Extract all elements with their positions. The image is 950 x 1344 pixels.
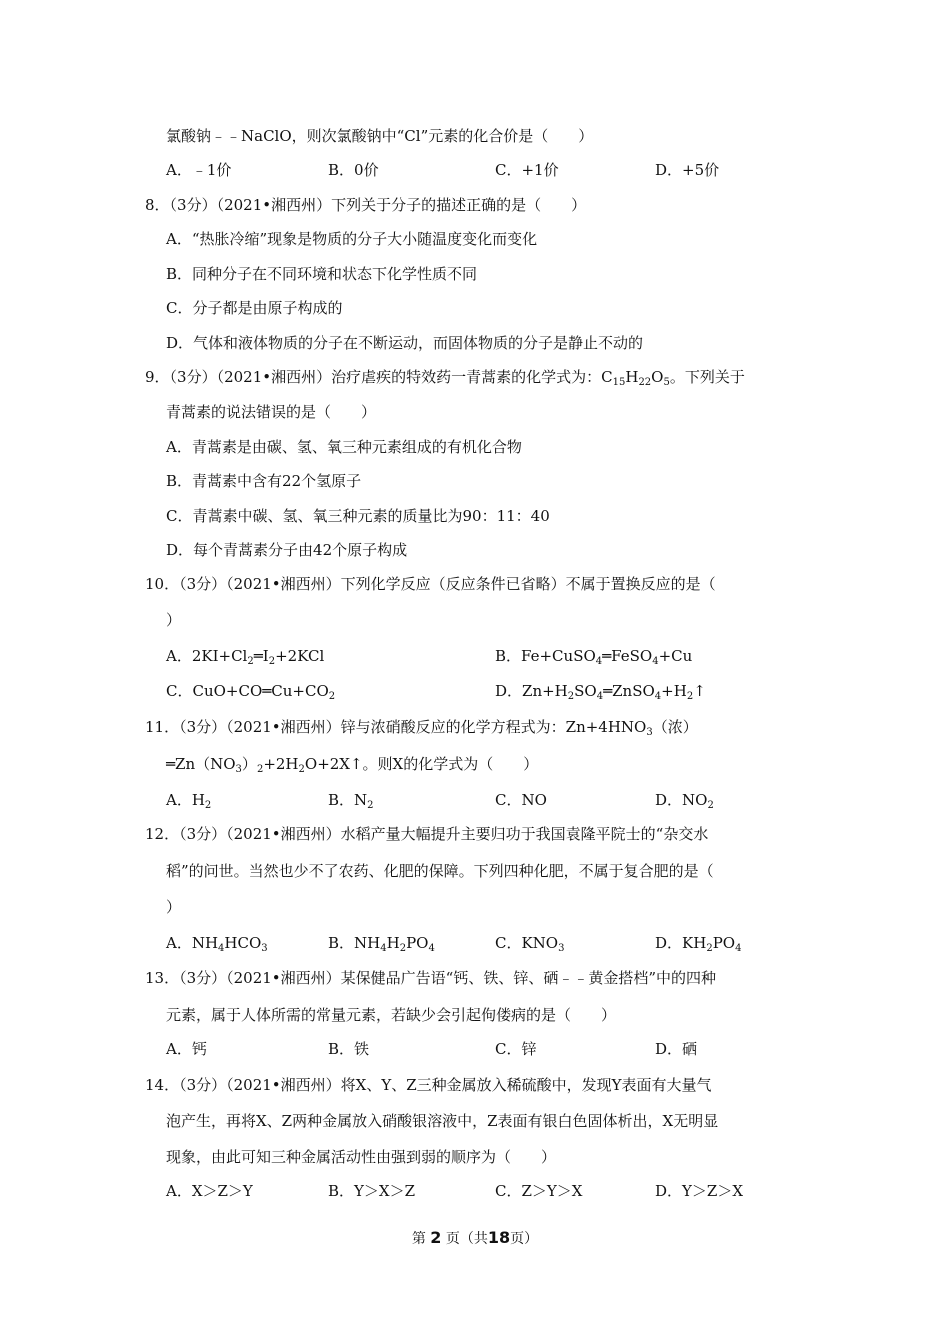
q12-option-a: A．$NH_4HCO_3$	[166, 934, 268, 954]
q13-stem-line2: 元素，属于人体所需的常量元素，若缺少会引起佝偻病的是（ ）	[166, 1006, 617, 1024]
q11-option-b: B．$N_2$	[328, 791, 374, 811]
q13-option-a: A．钙	[166, 1040, 207, 1058]
q7-stem-continuation: 氯酸钠﹣﹣NaClO，则次氯酸钠中“Cl”元素的化合价是（ ）	[166, 127, 594, 145]
q7-option-c: C．+1价	[495, 161, 559, 179]
q13-option-c: C．锌	[495, 1040, 537, 1058]
page-footer: 第 2 页（共18页）	[411, 1228, 539, 1247]
q12-stem: 12．（3分）（2021•湘西州）水稻产量大幅提升主要归功于我国袁隆平院士的“杂交水	[145, 825, 709, 843]
q9-option-b: B．青蒿素中含有22个氢原子	[166, 472, 362, 490]
q7-option-b: B．0价	[328, 161, 379, 179]
q10-option-a: A．$2KI+Cl_2═I_2+2KCl$	[166, 647, 325, 667]
q11-stem-line2: $═Zn(NO_3)_2+2H_2O+2X↑$。则X的化学式为（ ）	[166, 755, 539, 775]
q14-stem-line2: 泡产生，再将X、Z两种金属放入硝酸银溶液中，Z表面有银白色固体析出，X无明显	[166, 1112, 719, 1130]
q14-stem: 14．（3分）（2021•湘西州）将X、Y、Z三种金属放入稀硫酸中，发现Y表面有大量气	[145, 1076, 712, 1094]
q12-stem-line3: ）	[166, 898, 182, 916]
q9-option-a: A．青蒿素是由碳、氢、氧三种元素组成的有机化合物	[166, 438, 522, 456]
q8-option-a: A．“热胀冷缩”现象是物质的分子大小随温度变化而变化	[166, 230, 538, 248]
q12-option-c: C．$KNO_3$	[495, 934, 565, 954]
q9-stem: 9．（3分）（2021•湘西州）治疗虐疾的特效药一青蒿素的化学式为：$C_{15}H_{22}O_5$。下列关于	[145, 368, 745, 388]
q14-option-c: C．Z＞Y＞X	[495, 1182, 583, 1200]
q8-option-b: B．同种分子在不同环境和状态下化学性质不同	[166, 265, 478, 283]
q7-option-a: A．﹣1价	[166, 161, 232, 179]
q14-stem-line3: 现象，由此可知三种金属活动性由强到弱的顺序为（ ）	[166, 1148, 557, 1166]
total-pages: 18	[487, 1228, 511, 1247]
q9-option-d: D．每个青蒿素分子由42个原子构成	[166, 541, 408, 559]
q8-stem: 8．（3分）（2021•湘西州）下列关于分子的描述正确的是（ ）	[145, 196, 587, 214]
q8-option-d: D．气体和液体物质的分子在不断运动，而固体物质的分子是静止不动的	[166, 334, 644, 352]
q10-option-d: D．$Zn+H_2SO_4═ZnSO_4+H_2↑$	[495, 682, 706, 702]
q12-stem-line2: 稻”的问世。当然也少不了农药、化肥的保障。下列四种化肥，不属于复合肥的是（	[166, 862, 714, 880]
page-number: 2	[430, 1228, 442, 1247]
q13-stem: 13．（3分）（2021•湘西州）某保健品广告语“钙、铁、锌、硒﹣﹣黄金搭档”中的四种	[145, 969, 716, 987]
q10-stem-line2: ）	[166, 611, 182, 629]
q9-stem-line2: 青蒿素的说法错误的是（ ）	[166, 403, 377, 421]
q12-option-d: D．$KH_2PO_4$	[655, 934, 742, 954]
q10-option-c: C．$CuO+CO═Cu+CO_2$	[166, 682, 336, 702]
q7-option-d: D．+5价	[655, 161, 720, 179]
q13-option-d: D．硒	[655, 1040, 698, 1058]
q12-option-b: B．$NH_4H_2PO_4$	[328, 934, 435, 954]
q10-option-b: B．Fe+CuSO$_4$═FeSO$_4$+Cu	[495, 647, 693, 667]
q11-option-a: A．$H_2$	[166, 791, 212, 811]
q8-option-c: C．分子都是由原子构成的	[166, 299, 343, 317]
q14-option-b: B．Y＞X＞Z	[328, 1182, 416, 1200]
q9-option-c: C．青蒿素中碳、氢、氧三种元素的质量比为90：11：40	[166, 507, 550, 525]
q11-option-d: D．$NO_2$	[655, 791, 714, 811]
q11-stem: 11．（3分）（2021•湘西州）锌与浓硝酸反应的化学方程式为：$Zn+4HNO_3$（浓）	[145, 718, 698, 738]
q14-option-d: D．Y＞Z＞X	[655, 1182, 744, 1200]
q14-option-a: A．X＞Z＞Y	[166, 1182, 253, 1200]
q13-option-b: B．铁	[328, 1040, 370, 1058]
q10-stem: 10．（3分）（2021•湘西州）下列化学反应（反应条件已省略）不属于置换反应的是（	[145, 575, 716, 593]
q11-option-c: C．NO	[495, 791, 547, 809]
